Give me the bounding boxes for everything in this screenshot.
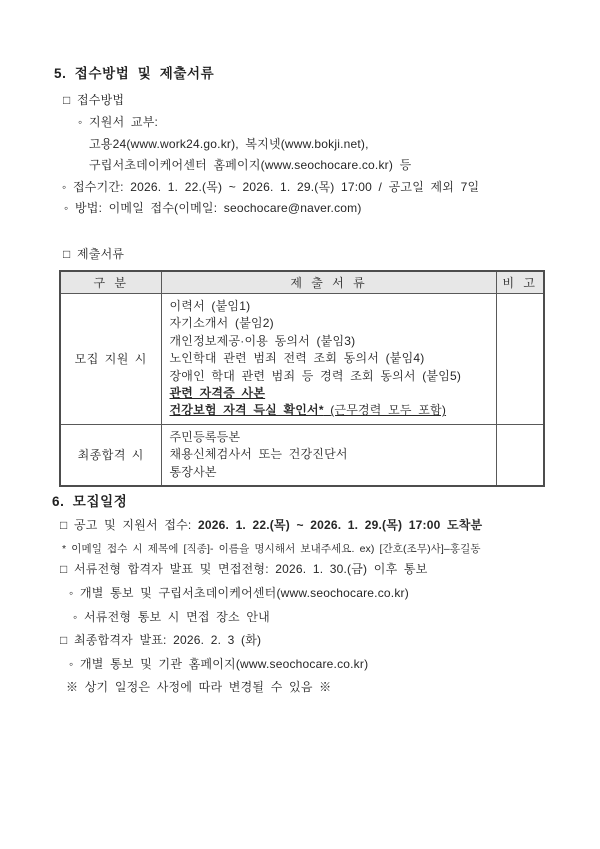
apply-dates-bold: 2026. 1. 22.(목) ~ 2026. 1. 29.(목) 17:00 도착분	[198, 518, 483, 532]
section6-notify-line2: ◦ 서류전형 통보 시 면접 장소 안내	[73, 610, 270, 624]
col-header-remark: 비 고	[496, 271, 544, 294]
section5-issue-label: ◦ 지원서 교부:	[78, 115, 159, 129]
section5-how-line: ◦ 방법: 이메일 접수(이메일: seochocare@naver.com)	[64, 201, 362, 215]
section6-heading: 6. 모집일정	[52, 494, 128, 509]
section6-final-notify: ◦ 개별 통보 및 기관 홈페이지(www.seochocare.co.kr)	[69, 657, 369, 671]
submission-docs-table	[59, 270, 545, 487]
table-row-final	[60, 424, 544, 486]
doc-line: 장애인 학대 관련 범죄 등 경력 조회 동의서 (붙임5)	[169, 368, 462, 383]
doc-line-note-part: (근무경력 모두 포함)	[323, 403, 447, 418]
doc-line: 자기소개서 (붙임2)	[169, 316, 274, 331]
doc-line-emphasis	[170, 402, 490, 419]
doc-line: 채용신체검사서 또는 건강진단서	[169, 447, 348, 462]
col-header-category: 구 분	[60, 271, 161, 294]
section5-docs-label: □ 제출서류	[63, 247, 125, 261]
doc-line-emphasis: 관련 자격증 사본	[169, 386, 266, 401]
section6-email-note: * 이메일 접수 시 제목에 [직종]- 이름을 명시해서 보내주세요. ex) [간호(조무)사]–홍길동	[62, 543, 481, 555]
section5-heading: 5. 접수방법 및 제출서류	[54, 66, 215, 81]
section6-disclaimer: ※ 상기 일정은 사정에 따라 변경될 수 있음 ※	[66, 680, 332, 694]
section5-method-label: □ 접수방법	[63, 93, 125, 107]
section5-issue-line1: 고용24(www.work24.go.kr), 복지넷(www.bokji.net),	[89, 137, 369, 151]
table-row-apply	[60, 294, 544, 425]
row-remark	[496, 294, 544, 425]
doc-line-bold-part: 건강보험 자격 득실 확인서*	[169, 403, 324, 418]
table-header-row	[60, 271, 544, 294]
section6-screening-line: □ 서류전형 합격자 발표 및 면접전형: 2026. 1. 30.(금) 이후 통보	[60, 562, 428, 576]
doc-line: 통장사본	[169, 464, 217, 479]
section6-apply-line	[60, 517, 482, 533]
doc-line: 노인학대 관련 범죄 전력 조회 동의서 (붙임4)	[169, 351, 425, 366]
col-header-documents: 제 출 서 류	[161, 271, 496, 294]
section6-final-line: □ 최종합격자 발표: 2026. 2. 3 (화)	[60, 633, 262, 647]
doc-line: 주민등록등본	[169, 429, 241, 444]
doc-line: 개인정보제공·이용 동의서 (붙임3)	[169, 333, 356, 348]
row-category: 모집 지원 시	[60, 294, 161, 425]
row-documents	[161, 424, 496, 486]
section5-period-line: ◦ 접수기간: 2026. 1. 22.(목) ~ 2026. 1. 29.(목) 17:00 / 공고일 제외 7일	[62, 180, 480, 194]
row-documents	[161, 294, 496, 425]
section6-notify-line1: ◦ 개별 통보 및 구립서초데이케어센터(www.seochocare.co.kr)	[69, 586, 409, 600]
doc-line: 이력서 (붙임1)	[169, 299, 251, 313]
row-category: 최종합격 시	[60, 424, 161, 486]
apply-prefix: □ 공고 및 지원서 접수:	[60, 518, 198, 532]
row-remark	[496, 424, 544, 486]
section5-issue-line2: 구립서초데이케어센터 홈페이지(www.seochocare.co.kr) 등	[89, 158, 412, 172]
